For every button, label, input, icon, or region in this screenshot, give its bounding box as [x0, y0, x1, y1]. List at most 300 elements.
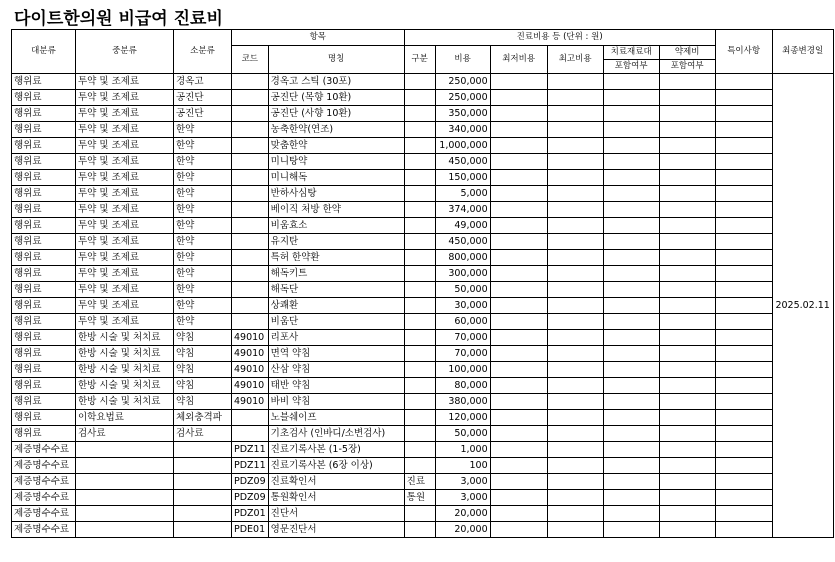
cell-code — [232, 282, 269, 298]
cell-major: 행위료 — [12, 346, 76, 362]
cell-major: 행위료 — [12, 426, 76, 442]
cell-minor: 한약 — [174, 314, 232, 330]
cell-max-cost — [547, 186, 603, 202]
col-major-category: 대분류 — [12, 30, 76, 74]
cell-max-cost — [547, 362, 603, 378]
cell-remarks — [715, 266, 772, 282]
cell-material-included — [603, 266, 659, 282]
table-row — [12, 330, 834, 346]
cell-division — [404, 218, 435, 234]
cell-remarks — [715, 74, 772, 90]
table-body — [12, 74, 834, 538]
col-material-fee: 치료재료대 — [603, 46, 659, 60]
cell-code — [232, 234, 269, 250]
cell-mid — [76, 474, 174, 490]
table-row — [12, 506, 834, 522]
cell-remarks — [715, 490, 772, 506]
cell-material-included — [603, 362, 659, 378]
cell-remarks — [715, 474, 772, 490]
cell-division — [404, 282, 435, 298]
cell-drug-included — [659, 250, 715, 266]
cell-max-cost — [547, 106, 603, 122]
cell-max-cost — [547, 394, 603, 410]
cell-cost: 20,000 — [435, 506, 490, 522]
cell-code: 49010 — [232, 378, 269, 394]
cell-cost: 49,000 — [435, 218, 490, 234]
cell-drug-included — [659, 202, 715, 218]
table-row — [12, 154, 834, 170]
cell-cost: 60,000 — [435, 314, 490, 330]
cell-max-cost — [547, 202, 603, 218]
cell-division — [404, 442, 435, 458]
cell-cost: 50,000 — [435, 282, 490, 298]
cell-code — [232, 106, 269, 122]
cell-name: 진료기록사본 (1-5장) — [268, 442, 404, 458]
cell-cost: 30,000 — [435, 298, 490, 314]
cell-material-included — [603, 234, 659, 250]
cell-name: 태반 약침 — [268, 378, 404, 394]
cell-minor — [174, 506, 232, 522]
cell-material-included — [603, 426, 659, 442]
cell-minor: 한약 — [174, 218, 232, 234]
col-minor-category: 소분류 — [174, 30, 232, 74]
cell-name: 해독키트 — [268, 266, 404, 282]
cell-remarks — [715, 122, 772, 138]
cell-material-included — [603, 506, 659, 522]
cell-min-cost — [490, 74, 547, 90]
table-header — [12, 30, 834, 74]
col-max-cost: 최고비용 — [547, 46, 603, 74]
cell-minor: 한약 — [174, 202, 232, 218]
cell-cost: 380,000 — [435, 394, 490, 410]
cell-name: 통원확인서 — [268, 490, 404, 506]
last-changed-date: 2025.02.11 — [772, 74, 833, 538]
table-row — [12, 266, 834, 282]
cell-division — [404, 106, 435, 122]
cell-cost: 450,000 — [435, 234, 490, 250]
table-row — [12, 410, 834, 426]
cell-drug-included — [659, 330, 715, 346]
cell-min-cost — [490, 234, 547, 250]
cell-cost: 100,000 — [435, 362, 490, 378]
table-row — [12, 202, 834, 218]
cell-max-cost — [547, 314, 603, 330]
col-code: 코드 — [232, 46, 269, 74]
cell-drug-included — [659, 522, 715, 538]
cell-cost: 3,000 — [435, 474, 490, 490]
cell-remarks — [715, 90, 772, 106]
cell-drug-included — [659, 314, 715, 330]
cell-name: 리포사 — [268, 330, 404, 346]
cell-remarks — [715, 250, 772, 266]
table-row — [12, 234, 834, 250]
cell-major: 행위료 — [12, 202, 76, 218]
cell-mid: 한방 시술 및 처치료 — [76, 394, 174, 410]
cell-mid: 한방 시술 및 처치료 — [76, 330, 174, 346]
cell-drug-included — [659, 394, 715, 410]
cell-cost: 3,000 — [435, 490, 490, 506]
cell-division — [404, 314, 435, 330]
cell-minor: 한약 — [174, 298, 232, 314]
cell-max-cost — [547, 522, 603, 538]
cell-min-cost — [490, 298, 547, 314]
cell-name: 진료기록사본 (6장 이상) — [268, 458, 404, 474]
cell-code — [232, 122, 269, 138]
cell-min-cost — [490, 170, 547, 186]
cell-cost: 340,000 — [435, 122, 490, 138]
cell-mid — [76, 506, 174, 522]
cell-remarks — [715, 218, 772, 234]
cell-division — [404, 122, 435, 138]
cell-division — [404, 234, 435, 250]
cell-major: 제증명수수료 — [12, 442, 76, 458]
cell-name: 공진단 (사향 10환) — [268, 106, 404, 122]
cell-min-cost — [490, 314, 547, 330]
col-cost: 비용 — [435, 46, 490, 74]
cell-remarks — [715, 170, 772, 186]
cell-major: 행위료 — [12, 186, 76, 202]
col-name: 명칭 — [268, 46, 404, 74]
cell-max-cost — [547, 346, 603, 362]
cell-remarks — [715, 442, 772, 458]
cell-name: 영문진단서 — [268, 522, 404, 538]
cell-division — [404, 378, 435, 394]
cell-code — [232, 298, 269, 314]
cell-minor: 약침 — [174, 362, 232, 378]
cell-drug-included — [659, 474, 715, 490]
cell-mid: 한방 시술 및 처치료 — [76, 378, 174, 394]
cell-major: 행위료 — [12, 378, 76, 394]
cell-material-included — [603, 106, 659, 122]
cell-code: PDZ11 — [232, 442, 269, 458]
cell-major: 행위료 — [12, 218, 76, 234]
cell-drug-included — [659, 186, 715, 202]
cell-division — [404, 202, 435, 218]
cell-cost: 800,000 — [435, 250, 490, 266]
cell-cost: 300,000 — [435, 266, 490, 282]
cell-mid: 투약 및 조제료 — [76, 90, 174, 106]
cell-name: 바비 약침 — [268, 394, 404, 410]
cell-cost: 450,000 — [435, 154, 490, 170]
cell-minor: 약침 — [174, 378, 232, 394]
cell-mid — [76, 522, 174, 538]
cell-minor: 한약 — [174, 154, 232, 170]
cell-cost: 350,000 — [435, 106, 490, 122]
cell-division — [404, 250, 435, 266]
cell-remarks — [715, 298, 772, 314]
cell-major: 제증명수수료 — [12, 490, 76, 506]
cell-minor: 한약 — [174, 250, 232, 266]
cell-min-cost — [490, 106, 547, 122]
col-drug-fee: 약제비 — [659, 46, 715, 60]
cell-material-included — [603, 394, 659, 410]
cell-mid: 투약 및 조제료 — [76, 266, 174, 282]
cell-max-cost — [547, 122, 603, 138]
cell-major: 제증명수수료 — [12, 522, 76, 538]
cell-drug-included — [659, 282, 715, 298]
cell-division — [404, 186, 435, 202]
cell-mid: 투약 및 조제료 — [76, 170, 174, 186]
cell-material-included — [603, 250, 659, 266]
cell-name: 경옥고 스틱 (30포) — [268, 74, 404, 90]
cell-material-included — [603, 330, 659, 346]
cell-cost: 1,000,000 — [435, 138, 490, 154]
cell-major: 행위료 — [12, 170, 76, 186]
table-row — [12, 442, 834, 458]
cell-cost: 120,000 — [435, 410, 490, 426]
cell-minor — [174, 490, 232, 506]
cell-code: 49010 — [232, 330, 269, 346]
table-row — [12, 282, 834, 298]
cell-min-cost — [490, 522, 547, 538]
col-min-cost: 최저비용 — [490, 46, 547, 74]
cell-min-cost — [490, 122, 547, 138]
cell-minor: 검사료 — [174, 426, 232, 442]
cell-minor: 한약 — [174, 122, 232, 138]
cell-material-included — [603, 442, 659, 458]
cell-name: 미니탕약 — [268, 154, 404, 170]
cell-max-cost — [547, 426, 603, 442]
cell-code — [232, 90, 269, 106]
cell-name: 유지탄 — [268, 234, 404, 250]
cell-min-cost — [490, 442, 547, 458]
cell-max-cost — [547, 250, 603, 266]
cell-major: 행위료 — [12, 106, 76, 122]
cell-mid: 투약 및 조제료 — [76, 138, 174, 154]
cell-division — [404, 458, 435, 474]
cell-name: 비움단 — [268, 314, 404, 330]
cell-material-included — [603, 458, 659, 474]
cell-name: 특허 한약환 — [268, 250, 404, 266]
cell-min-cost — [490, 250, 547, 266]
cell-major: 행위료 — [12, 122, 76, 138]
cell-cost: 250,000 — [435, 90, 490, 106]
cell-minor: 공진단 — [174, 106, 232, 122]
cell-remarks — [715, 458, 772, 474]
cell-division — [404, 394, 435, 410]
cell-code: 49010 — [232, 394, 269, 410]
cell-material-included — [603, 186, 659, 202]
table-row — [12, 362, 834, 378]
cell-remarks — [715, 394, 772, 410]
cell-code — [232, 410, 269, 426]
cell-mid: 투약 및 조제료 — [76, 298, 174, 314]
cell-remarks — [715, 362, 772, 378]
cell-mid — [76, 490, 174, 506]
cell-max-cost — [547, 218, 603, 234]
cell-major: 행위료 — [12, 298, 76, 314]
cell-name: 기초검사 (인바디/소변검사) — [268, 426, 404, 442]
cell-drug-included — [659, 90, 715, 106]
cell-remarks — [715, 186, 772, 202]
cell-minor — [174, 458, 232, 474]
cell-minor: 약침 — [174, 346, 232, 362]
cell-code — [232, 154, 269, 170]
cell-remarks — [715, 378, 772, 394]
cell-minor: 한약 — [174, 170, 232, 186]
cell-remarks — [715, 330, 772, 346]
cell-drug-included — [659, 298, 715, 314]
cell-remarks — [715, 234, 772, 250]
cell-cost: 70,000 — [435, 330, 490, 346]
cell-major: 행위료 — [12, 410, 76, 426]
col-drug-included: 포함여부 — [659, 60, 715, 74]
cell-mid: 투약 및 조제료 — [76, 186, 174, 202]
col-last-changed: 최종변경일 — [772, 30, 833, 74]
cell-major: 행위료 — [12, 330, 76, 346]
cell-cost: 20,000 — [435, 522, 490, 538]
cell-material-included — [603, 202, 659, 218]
cell-material-included — [603, 218, 659, 234]
cell-max-cost — [547, 458, 603, 474]
cell-mid: 투약 및 조제료 — [76, 202, 174, 218]
cell-division: 진료 — [404, 474, 435, 490]
cell-division — [404, 154, 435, 170]
cell-material-included — [603, 490, 659, 506]
table-row — [12, 138, 834, 154]
cell-name: 농축한약(연조) — [268, 122, 404, 138]
cell-name: 베이직 처방 한약 — [268, 202, 404, 218]
cell-max-cost — [547, 298, 603, 314]
cell-mid: 투약 및 조제료 — [76, 218, 174, 234]
cell-min-cost — [490, 426, 547, 442]
cell-division — [404, 426, 435, 442]
cell-code — [232, 218, 269, 234]
table-row — [12, 314, 834, 330]
cell-minor: 체외충격파 — [174, 410, 232, 426]
cell-minor: 공진단 — [174, 90, 232, 106]
cell-minor: 경옥고 — [174, 74, 232, 90]
cell-drug-included — [659, 506, 715, 522]
cell-cost: 150,000 — [435, 170, 490, 186]
cell-min-cost — [490, 90, 547, 106]
cell-code — [232, 250, 269, 266]
cell-remarks — [715, 282, 772, 298]
cell-cost: 70,000 — [435, 346, 490, 362]
cell-mid: 이학요법료 — [76, 410, 174, 426]
cell-drug-included — [659, 234, 715, 250]
cell-drug-included — [659, 378, 715, 394]
cell-max-cost — [547, 410, 603, 426]
cell-min-cost — [490, 458, 547, 474]
page-title: 다이트한의원 비급여 진료비 — [14, 9, 223, 29]
cell-code — [232, 202, 269, 218]
cell-division: 통원 — [404, 490, 435, 506]
cell-major: 행위료 — [12, 234, 76, 250]
cell-material-included — [603, 90, 659, 106]
cell-drug-included — [659, 426, 715, 442]
cell-division — [404, 362, 435, 378]
cell-max-cost — [547, 234, 603, 250]
cell-mid: 검사료 — [76, 426, 174, 442]
cell-division — [404, 410, 435, 426]
cell-mid: 한방 시술 및 처치료 — [76, 362, 174, 378]
col-mid-category: 중분류 — [76, 30, 174, 74]
cell-remarks — [715, 314, 772, 330]
cell-max-cost — [547, 90, 603, 106]
cell-cost: 80,000 — [435, 378, 490, 394]
cell-mid: 투약 및 조제료 — [76, 154, 174, 170]
cell-major: 행위료 — [12, 362, 76, 378]
cell-code: PDZ01 — [232, 506, 269, 522]
cell-minor: 한약 — [174, 266, 232, 282]
col-group-item: 항목 — [232, 30, 405, 46]
cell-major: 행위료 — [12, 394, 76, 410]
table-row — [12, 218, 834, 234]
cell-division — [404, 138, 435, 154]
cell-code — [232, 426, 269, 442]
cell-name: 진료확인서 — [268, 474, 404, 490]
table-row — [12, 106, 834, 122]
cell-max-cost — [547, 378, 603, 394]
table-row — [12, 170, 834, 186]
cell-material-included — [603, 74, 659, 90]
cell-name: 진단서 — [268, 506, 404, 522]
cell-code: PDZ11 — [232, 458, 269, 474]
cell-mid: 투약 및 조제료 — [76, 250, 174, 266]
cell-name: 상쾌환 — [268, 298, 404, 314]
table-row — [12, 378, 834, 394]
cell-cost: 50,000 — [435, 426, 490, 442]
cell-division — [404, 506, 435, 522]
cell-mid: 투약 및 조제료 — [76, 234, 174, 250]
cell-drug-included — [659, 346, 715, 362]
table-row — [12, 490, 834, 506]
cell-minor: 한약 — [174, 234, 232, 250]
cell-name: 산삼 약침 — [268, 362, 404, 378]
cell-min-cost — [490, 506, 547, 522]
fee-table — [11, 29, 834, 538]
cell-drug-included — [659, 154, 715, 170]
cell-major: 행위료 — [12, 314, 76, 330]
cell-drug-included — [659, 218, 715, 234]
cell-max-cost — [547, 490, 603, 506]
cell-division — [404, 298, 435, 314]
cell-name: 맞춤한약 — [268, 138, 404, 154]
cell-drug-included — [659, 410, 715, 426]
cell-material-included — [603, 122, 659, 138]
cell-max-cost — [547, 442, 603, 458]
table-row — [12, 394, 834, 410]
cell-minor — [174, 474, 232, 490]
cell-min-cost — [490, 490, 547, 506]
table-row — [12, 250, 834, 266]
cell-name: 미니해독 — [268, 170, 404, 186]
cell-major: 제증명수수료 — [12, 474, 76, 490]
cell-min-cost — [490, 138, 547, 154]
table-row — [12, 74, 834, 90]
cell-name: 해독단 — [268, 282, 404, 298]
cell-code: 49010 — [232, 346, 269, 362]
cell-max-cost — [547, 138, 603, 154]
cell-max-cost — [547, 506, 603, 522]
cell-min-cost — [490, 378, 547, 394]
col-group-cost: 진료비용 등 (단위 : 원) — [404, 30, 715, 46]
cell-remarks — [715, 138, 772, 154]
cell-division — [404, 90, 435, 106]
cell-mid — [76, 458, 174, 474]
table-row — [12, 90, 834, 106]
cell-name: 면역 약침 — [268, 346, 404, 362]
cell-division — [404, 346, 435, 362]
cell-code: 49010 — [232, 362, 269, 378]
cell-max-cost — [547, 170, 603, 186]
cell-major: 행위료 — [12, 90, 76, 106]
cell-code — [232, 138, 269, 154]
cell-min-cost — [490, 218, 547, 234]
cell-name: 공진단 (목향 10환) — [268, 90, 404, 106]
cell-major: 행위료 — [12, 250, 76, 266]
